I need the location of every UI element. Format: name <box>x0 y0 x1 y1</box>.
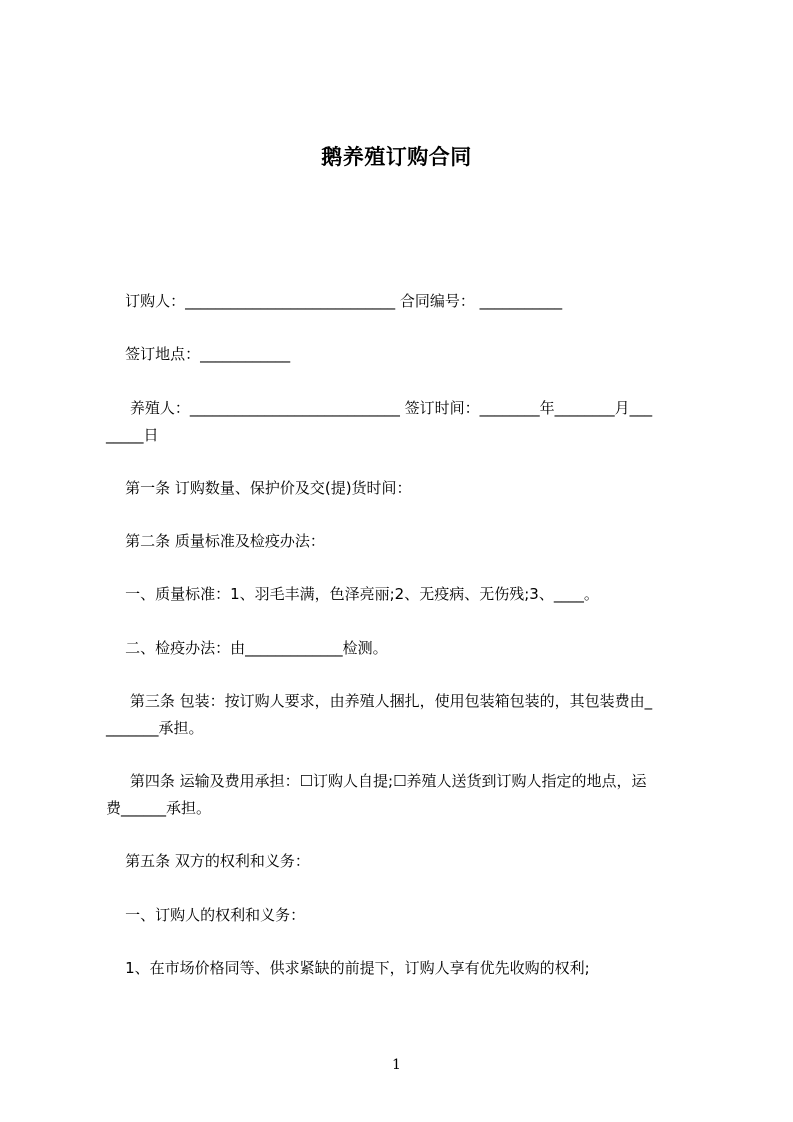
clause-4-transport-line: 第四条 运输及费用承担：☐订购人自提;☐养殖人送货到订购人指定的地点，运 <box>106 772 647 790</box>
clause-3-packaging-line: 第三条 包装：按订购人要求，由养殖人捆扎，使用包装箱包装的，其包装费由_ <box>106 692 653 710</box>
quality-standard-line: 一、质量标准：1、羽毛丰满，色泽亮丽;2、无疫病、无伤残;3、____。 <box>106 585 599 603</box>
clause-2-heading: 第二条 质量标准及检疫办法： <box>106 532 325 550</box>
line-orderer-contract-no: 订购人：____________________________ 合同编号： ___________ <box>106 292 563 310</box>
orderer-right-1: 1、在市场价格同等、供求紧缺的前提下，订购人享有优先收购的权利; <box>106 959 590 977</box>
clause-5-heading: 第五条 双方的权利和义务： <box>106 852 310 870</box>
inspection-method-line: 二、检疫办法：由_____________检测。 <box>106 639 388 657</box>
page-number: 1 <box>392 1057 401 1073</box>
line-signing-place: 签订地点：____________ <box>106 345 291 363</box>
line-breeder-signing-time: 养殖人：____________________________ 签订时间：________年________月___ <box>106 399 653 417</box>
clause-3-packaging-cont: _______承担。 <box>106 719 204 737</box>
clause-1-heading: 第一条 订购数量、保护价及交(提)货时间： <box>106 479 412 497</box>
clause-4-transport-cont: 费______承担。 <box>106 799 212 817</box>
line-signing-day: _____日 <box>106 426 159 444</box>
document-title: 鹅养殖订购合同 <box>321 145 472 169</box>
orderer-rights-heading: 一、订购人的权利和义务： <box>106 906 306 924</box>
